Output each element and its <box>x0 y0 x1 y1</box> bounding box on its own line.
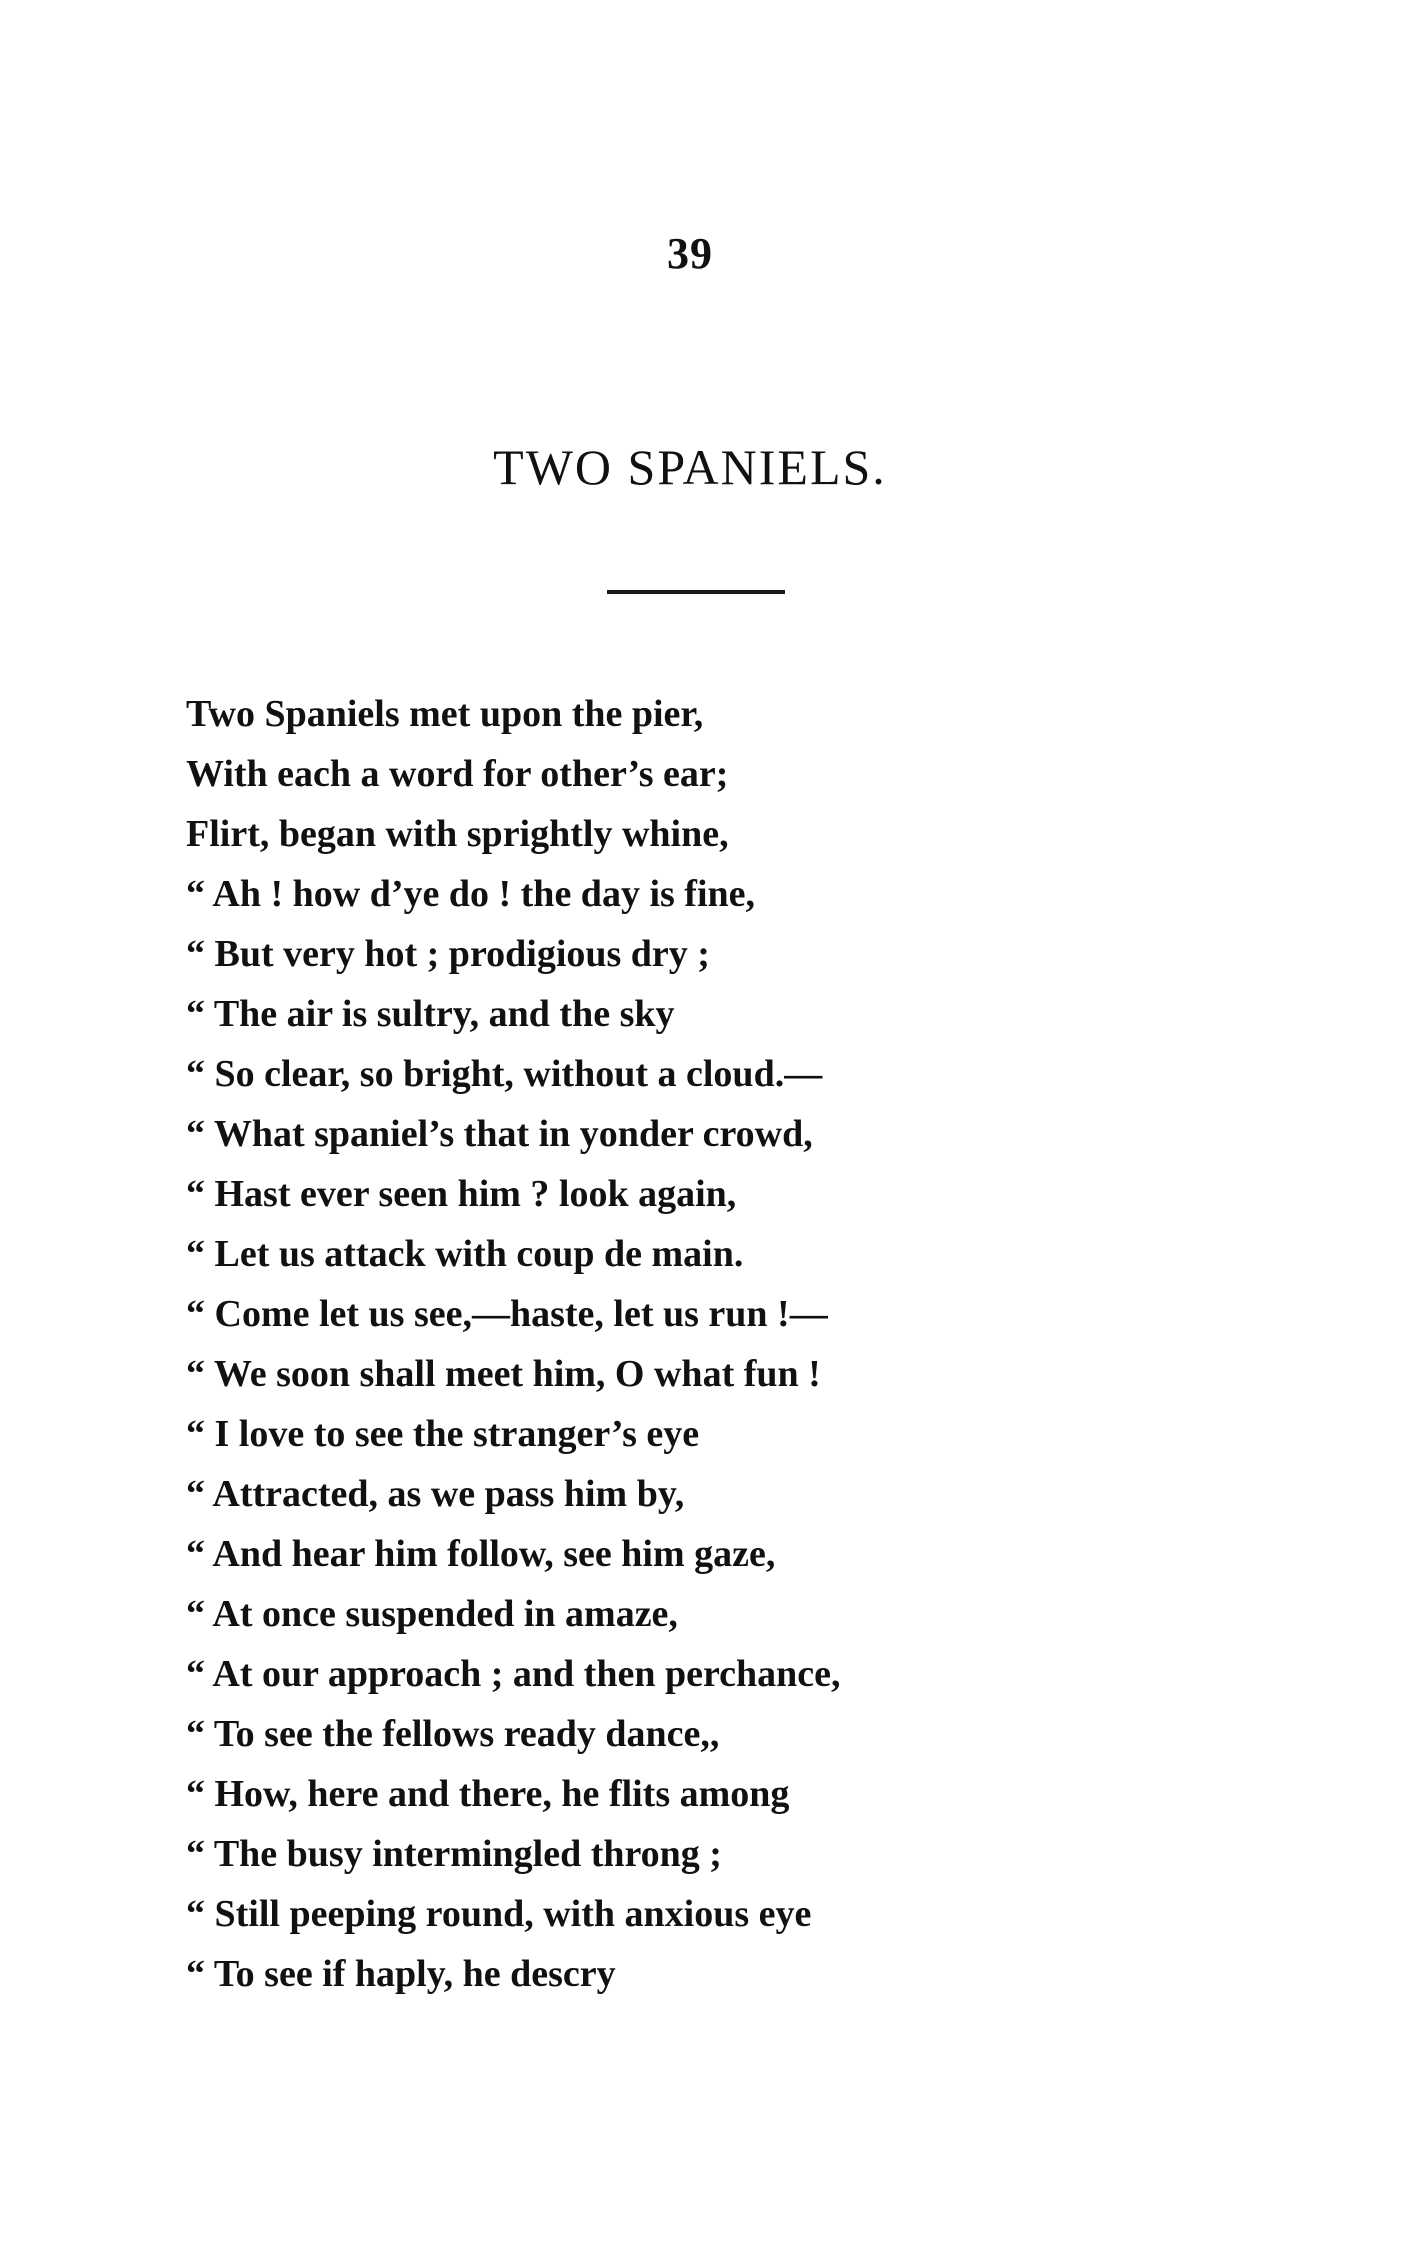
poem-line: “ Let us attack with coup de main. <box>186 1233 744 1275</box>
poem-line: “ The air is sultry, and the sky <box>186 993 675 1035</box>
poem-line: Flirt, began with sprightly whine, <box>186 813 729 855</box>
poem-line: “ At once suspended in amaze, <box>186 1593 678 1635</box>
title-divider <box>607 590 785 594</box>
poem-line: “ To see the fellows ready dance,, <box>186 1713 720 1755</box>
poem-line: “ We soon shall meet him, O what fun ! <box>186 1353 821 1395</box>
poem-line: “ I love to see the stranger’s eye <box>186 1413 700 1455</box>
poem-line: “ And hear him follow, see him gaze, <box>186 1533 776 1575</box>
poem-line: “ Come let us see,—haste, let us run !— <box>186 1293 828 1335</box>
poem-line: “ What spaniel’s that in yonder crowd, <box>186 1113 813 1155</box>
poem-line: “ Still peeping round, with anxious eye <box>186 1893 812 1935</box>
poem-body <box>186 684 1286 2004</box>
poem-line: “ Hast ever seen him ? look again, <box>186 1173 737 1215</box>
poem-line: “ How, here and there, he flits among <box>186 1773 790 1815</box>
poem-line: “ Ah ! how d’ye do ! the day is fine, <box>186 873 755 915</box>
page-number: 39 <box>667 229 713 278</box>
poem-line: “ The busy intermingled throng ; <box>186 1833 722 1875</box>
poem-line: “ So clear, so bright, without a cloud.— <box>186 1053 823 1095</box>
poem-line: “ But very hot ; prodigious dry ; <box>186 933 710 975</box>
poem-line: “ To see if haply, he descry <box>186 1953 616 1995</box>
poem-line: “ At our approach ; and then perchance, <box>186 1653 841 1695</box>
poem-line: With each a word for other’s ear; <box>186 753 729 795</box>
poem-line: Two Spaniels met upon the pier, <box>186 693 704 735</box>
poem-line: “ Attracted, as we pass him by, <box>186 1473 685 1515</box>
poem-title: TWO SPANIELS. <box>493 439 887 495</box>
